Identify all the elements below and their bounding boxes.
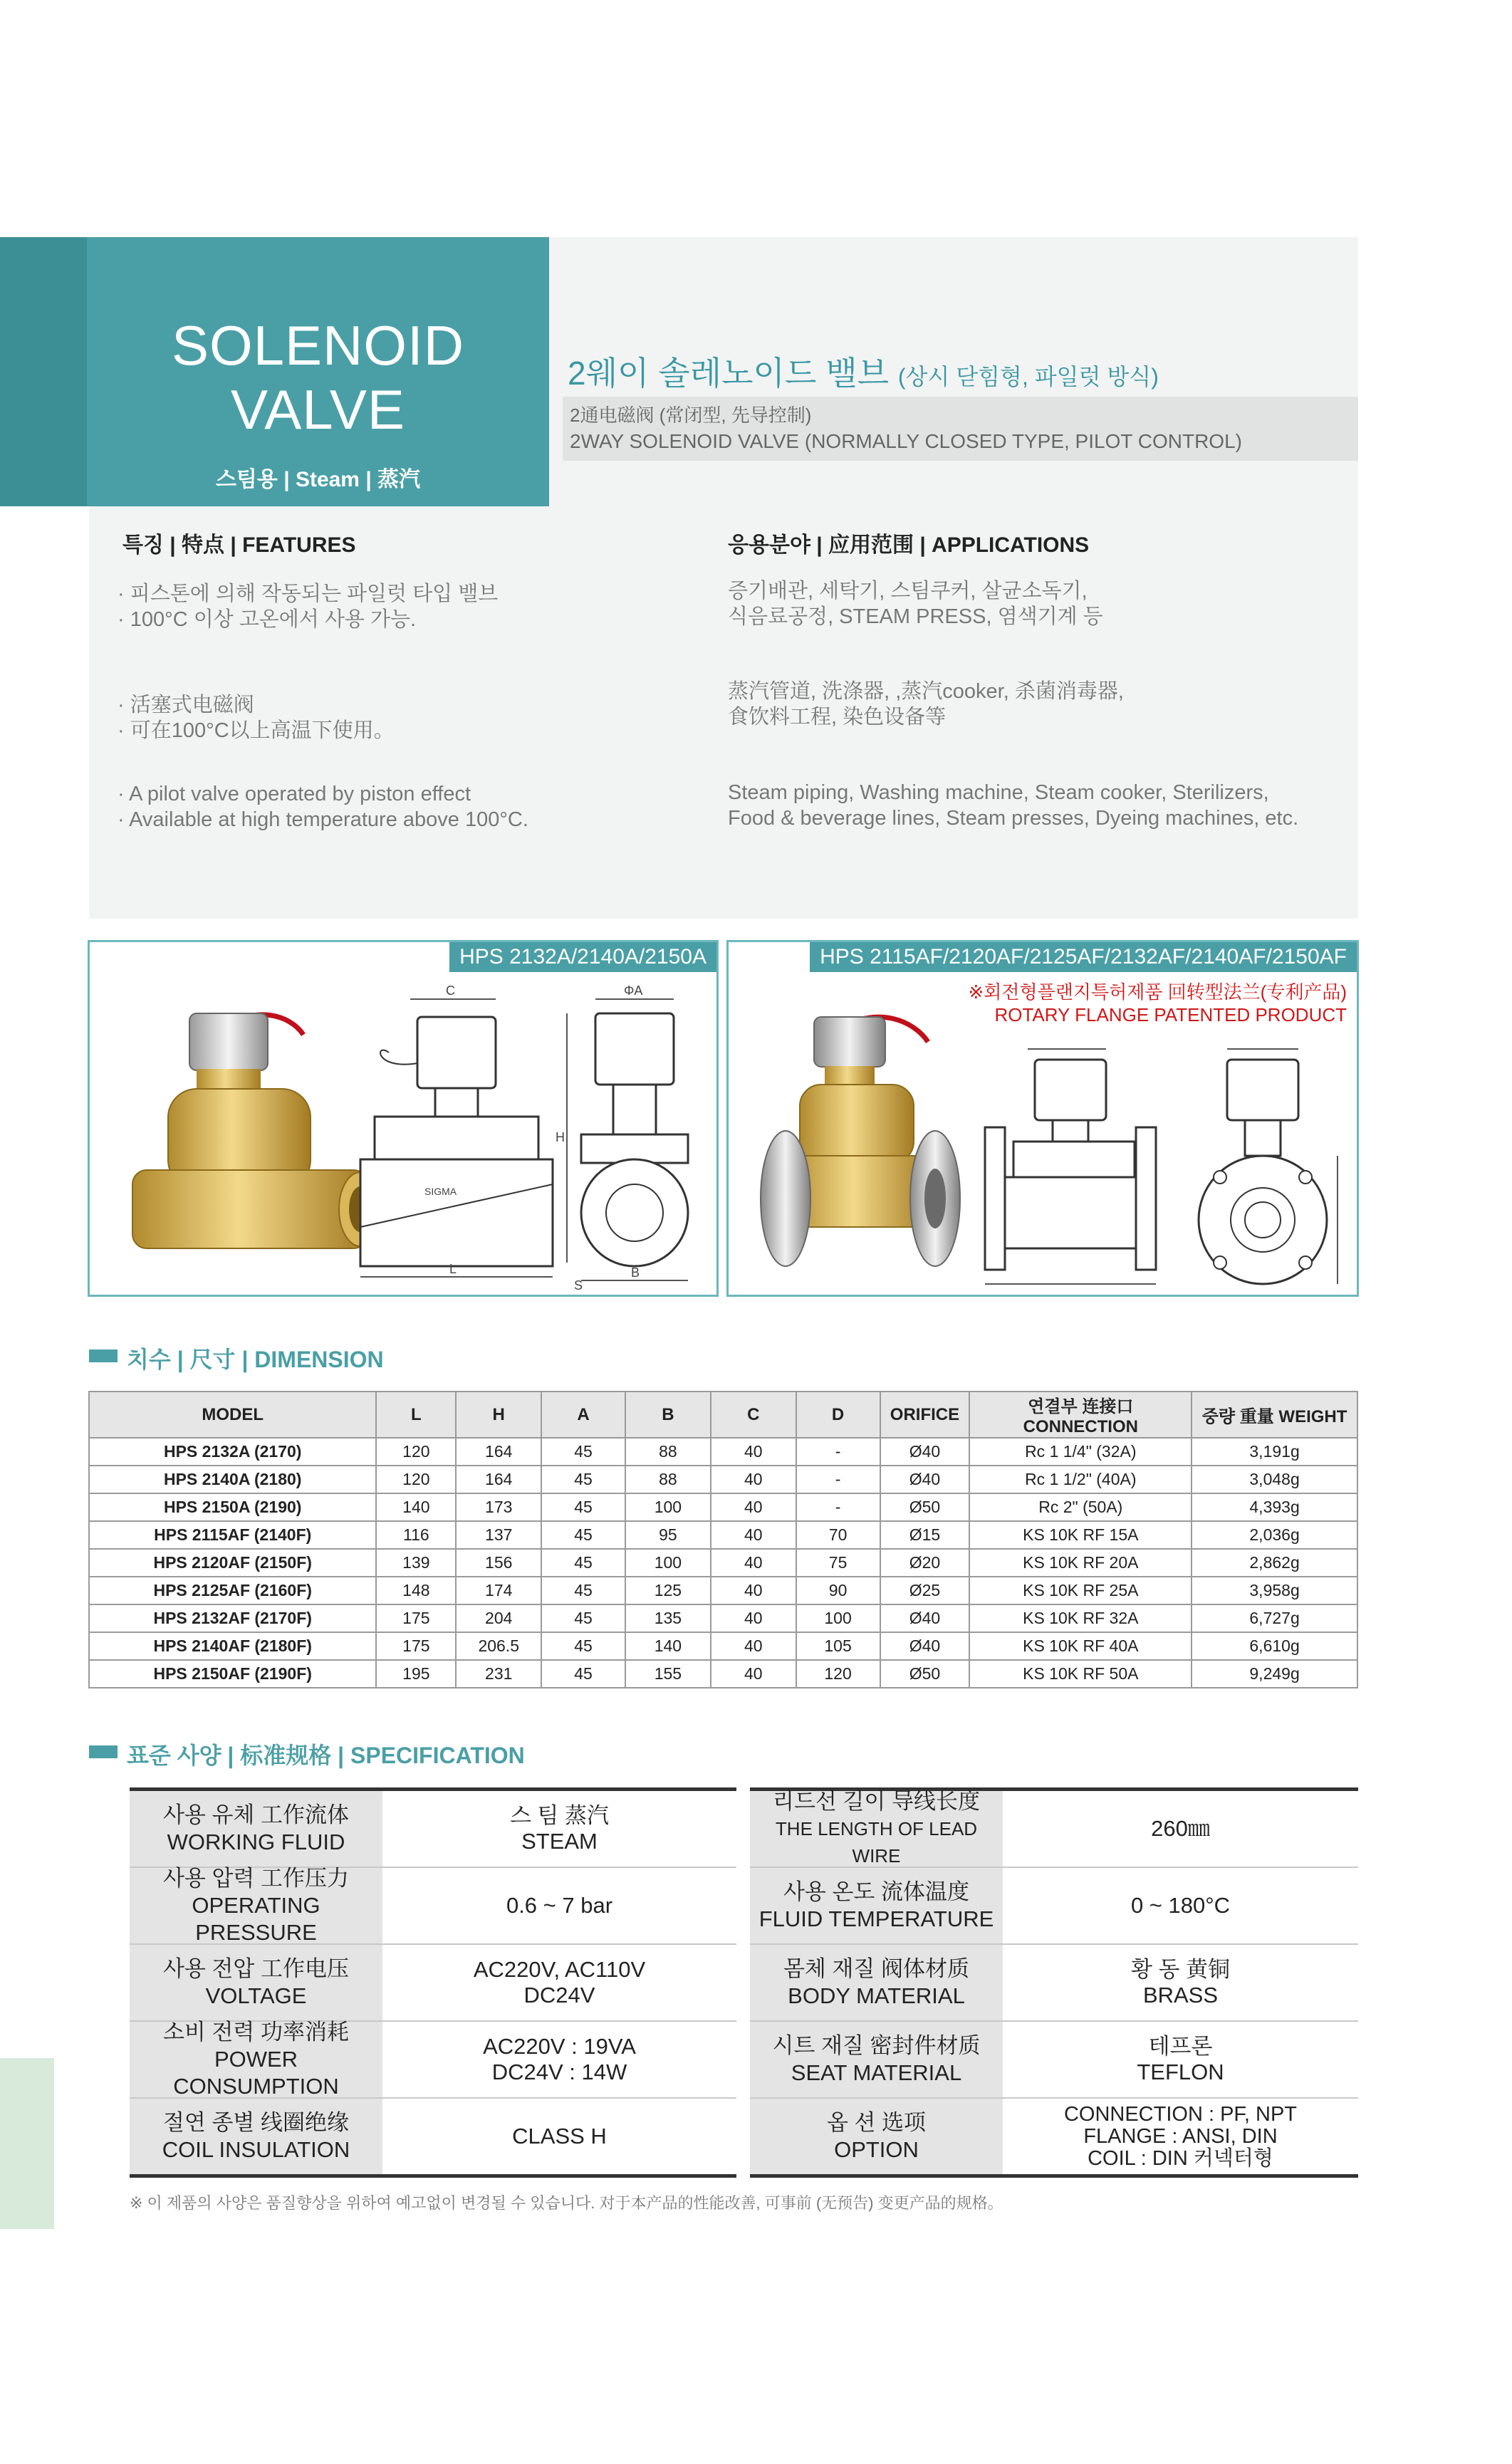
chinese-title: 2通电磁阀 (常闭型, 先导控制) <box>570 404 812 426</box>
col-a: A <box>541 1392 625 1438</box>
spec-value <box>382 2022 736 2097</box>
table-cell: HPS 2125AF (2160F) <box>89 1577 376 1604</box>
korean-title-small: (상시 닫힘형, 파일럿 방식) <box>897 364 1159 390</box>
table-cell: 137 <box>456 1521 541 1549</box>
table-cell: 40 <box>711 1438 796 1466</box>
spec-value-value2: DC24V : 14W <box>491 2060 627 2084</box>
col-l: L <box>376 1392 456 1438</box>
footnote: ※ 이 제품의 사양은 품질향상을 위하여 예고없이 변경될 수 있습니다. 对于本产品的性能改善, 可事前 (无预告) 变更产品的规格。 <box>130 2194 1003 2212</box>
spec-table-left <box>130 1787 736 2178</box>
valve-photo-flanged <box>757 985 971 1284</box>
table-cell: 100 <box>625 1493 711 1521</box>
patent-note-korean: ※회전형플랜지특허제품 回转型法兰(专利产品) <box>968 981 1347 1003</box>
label-c: C <box>446 985 455 998</box>
table-cell: KS 10K RF 50A <box>969 1660 1192 1688</box>
spec-value-value1: 테프론 <box>1148 2034 1213 2059</box>
table-cell: - <box>796 1466 880 1493</box>
table-cell: KS 10K RF 20A <box>969 1549 1192 1577</box>
table-cell: Ø40 <box>880 1466 970 1493</box>
table-cell: 40 <box>711 1577 796 1604</box>
spec-row <box>130 1791 736 1868</box>
spec-label-label2: VOLTAGE <box>205 1983 307 2008</box>
table-cell: 45 <box>541 1466 625 1493</box>
table-cell: 140 <box>376 1493 456 1521</box>
spec-label-label2: SEAT MATERIAL <box>791 2060 962 2085</box>
table-cell: HPS 2140A (2180) <box>89 1466 376 1493</box>
spec-value <box>382 2099 736 2174</box>
table-cell: 40 <box>711 1604 796 1632</box>
table-cell: 175 <box>376 1632 456 1660</box>
spec-value <box>1003 1791 1358 1867</box>
spec-label-label1: 옵 션 选项 <box>826 2110 927 2135</box>
spec-value-value1: 황 동 黄铜 <box>1130 1957 1231 1982</box>
table-cell: 40 <box>711 1493 796 1521</box>
table-cell: Ø15 <box>880 1521 970 1549</box>
table-cell: Ø25 <box>880 1577 970 1604</box>
table-cell: KS 10K RF 15A <box>969 1521 1192 1549</box>
applications-heading: 응용분야 | 应用范围 | APPLICATIONS <box>728 533 1090 557</box>
spec-label-label1: 사용 전압 工作电压 <box>162 1956 349 1981</box>
table-cell: 125 <box>625 1577 711 1604</box>
table-row <box>89 1466 1357 1493</box>
spec-value-value1: 0.6 ~ 7 bar <box>506 1893 613 1918</box>
spec-title: 표준 사양 | 标准规格 | SPECIFICATION <box>127 1743 525 1768</box>
table-cell: Rc 2" (50A) <box>969 1493 1192 1521</box>
table-cell: KS 10K RF 32A <box>969 1604 1192 1632</box>
table-cell: 100 <box>625 1549 711 1577</box>
page-subtitle: 스팀용 | Steam | 蒸汽 <box>215 468 421 491</box>
table-row <box>89 1438 1357 1466</box>
table-cell: 173 <box>456 1493 541 1521</box>
spec-label-label2: COIL INSULATION <box>162 2137 350 2162</box>
table-cell: 2,862g <box>1192 1549 1357 1577</box>
table-cell: 88 <box>625 1466 711 1493</box>
applications-chinese: 蒸汽管道, 洗涤器, ,蒸汽cooker, 杀菌消毒器, 食饮料工程, 染色设备等 <box>728 680 1124 729</box>
dimension-drawing-flanged-side <box>1170 1035 1348 1291</box>
table-cell: 40 <box>711 1521 796 1549</box>
spec-value-value2: BRASS <box>1142 1983 1219 2008</box>
spec-value-value2: DC24V <box>523 1983 595 2008</box>
table-cell: 120 <box>376 1438 456 1466</box>
spec-label-label2: WORKING FLUID <box>167 1829 345 1854</box>
label-l: L <box>449 1262 457 1276</box>
table-cell: 164 <box>456 1466 541 1493</box>
col-h: H <box>456 1392 541 1438</box>
spec-label <box>130 2099 382 2174</box>
dimension-bar-icon <box>89 1350 118 1362</box>
product-tag-threaded: HPS 2132A/2140A/2150A <box>449 942 716 972</box>
spec-bar-icon <box>89 1745 118 1758</box>
table-cell: HPS 2132A (2170) <box>89 1438 376 1466</box>
features-chinese: · 活塞式电磁阀 · 可在100°C以上高温下使用。 <box>118 694 395 742</box>
spec-label <box>130 1945 382 2020</box>
spec-label <box>750 1791 1003 1867</box>
table-cell: 204 <box>456 1604 541 1632</box>
table-cell: 40 <box>711 1632 796 1660</box>
table-cell: 116 <box>376 1521 456 1549</box>
spec-value <box>382 1868 736 1943</box>
spec-label <box>130 1868 382 1943</box>
table-cell: 2,036g <box>1192 1521 1357 1549</box>
table-cell: 120 <box>376 1466 456 1493</box>
table-cell: Rc 1 1/4" (32A) <box>969 1438 1192 1466</box>
table-row <box>89 1493 1357 1521</box>
col-connection: 연결부 连接口 CONNECTION <box>969 1392 1192 1438</box>
table-cell: 45 <box>541 1438 625 1466</box>
table-cell: HPS 2150A (2190) <box>89 1493 376 1521</box>
spec-row <box>750 1791 1358 1868</box>
spec-label-label1: 사용 온도 流体温度 <box>783 1879 969 1904</box>
table-cell: 120 <box>796 1660 880 1688</box>
table-cell: 174 <box>456 1577 541 1604</box>
table-cell: 148 <box>376 1577 456 1604</box>
spec-label <box>750 2022 1003 2097</box>
dimension-title: 치수 | 尺寸 | DIMENSION <box>127 1347 384 1372</box>
patent-note <box>969 981 1347 1026</box>
dimension-table-body <box>89 1438 1357 1688</box>
table-row <box>89 1521 1357 1549</box>
spec-label-label1: 사용 압력 工作压力 <box>162 1866 349 1891</box>
spec-value-value1: AC220V : 19VA <box>483 2034 636 2059</box>
dimension-header-row <box>89 1392 1357 1438</box>
product-box-threaded <box>88 940 719 1297</box>
table-cell: 156 <box>456 1549 541 1577</box>
table-row <box>89 1632 1357 1660</box>
spec-label <box>750 2099 1003 2174</box>
table-cell: HPS 2120AF (2150F) <box>89 1549 376 1577</box>
table-cell: Ø40 <box>880 1632 970 1660</box>
spec-value <box>1003 2022 1358 2097</box>
table-cell: 90 <box>796 1577 880 1604</box>
spec-row <box>130 1945 736 2022</box>
spec-row <box>130 1868 736 1945</box>
spec-label-label2: THE LENGTH OF LEAD WIRE <box>775 1818 978 1867</box>
spec-row <box>750 2099 1358 2174</box>
english-title: 2WAY SOLENOID VALVE (NORMALLY CLOSED TYPE, PILOT CONTROL) <box>570 430 1242 452</box>
col-model: MODEL <box>89 1392 376 1438</box>
table-row <box>89 1549 1357 1577</box>
table-row <box>89 1660 1357 1688</box>
table-cell: 45 <box>541 1660 625 1688</box>
spec-label-label1: 절연 종별 线圈绝缘 <box>162 2110 349 2135</box>
table-cell: 100 <box>796 1604 880 1632</box>
table-cell: 3,048g <box>1192 1466 1357 1493</box>
table-cell: 40 <box>711 1466 796 1493</box>
spec-value-value1: AC220V, AC110V <box>473 1957 646 1982</box>
spec-label-label2: BODY MATERIAL <box>788 1983 965 2008</box>
spec-value <box>1003 2099 1358 2174</box>
table-cell: 3,958g <box>1192 1577 1357 1604</box>
page-title <box>87 313 549 442</box>
spec-row <box>130 2099 736 2174</box>
table-cell: HPS 2150AF (2190F) <box>89 1660 376 1688</box>
table-cell: Ø50 <box>880 1493 970 1521</box>
spec-row <box>750 1945 1358 2022</box>
spec-value-value1: 0 ~ 180°C <box>1130 1893 1231 1918</box>
col-c: C <box>711 1392 796 1438</box>
table-cell: HPS 2132AF (2170F) <box>89 1604 376 1632</box>
table-cell: 45 <box>541 1604 625 1632</box>
table-cell: 40 <box>711 1660 796 1688</box>
features-english: · A pilot valve operated by piston effect · Available at high temperature above 100°C. <box>118 783 528 831</box>
label-b: B <box>631 1265 640 1280</box>
features-heading: 특징 | 特点 | FEATURES <box>122 533 356 557</box>
spec-label-label2: POWER CONSUMPTION <box>173 2047 339 2099</box>
spec-value <box>382 1791 736 1867</box>
spec-value-value2: TEFLON <box>1137 2060 1224 2084</box>
page-title-line1: SOLENOID <box>171 314 465 377</box>
table-cell: 45 <box>541 1632 625 1660</box>
product-tag-flanged: HPS 2115AF/2120AF/2125AF/2132AF/2140AF/2150AF <box>810 942 1357 972</box>
table-cell: 164 <box>456 1438 541 1466</box>
col-weight: 중량 重量 WEIGHT <box>1192 1392 1357 1438</box>
spec-row <box>750 1868 1358 1945</box>
korean-title <box>568 348 1159 395</box>
table-cell: 70 <box>796 1521 880 1549</box>
col-orifice: ORIFICE <box>880 1392 970 1438</box>
table-cell: 105 <box>796 1632 880 1660</box>
table-cell: 231 <box>456 1660 541 1688</box>
table-cell: Ø40 <box>880 1438 970 1466</box>
applications-korean: 증기배관, 세탁기, 스팀쿠커, 살균소독기, 식음료공정, STEAM PRESS, 염색기계 등 <box>728 580 1103 628</box>
table-cell: HPS 2140AF (2180F) <box>89 1632 376 1660</box>
table-cell: 195 <box>376 1660 456 1688</box>
spec-label-label2: FLUID TEMPERATURE <box>758 1906 994 1931</box>
spec-label-label1: 사용 유체 工作流体 <box>162 1802 349 1827</box>
spec-label-label1: 시트 재질 密封件材质 <box>772 2033 981 2058</box>
spec-value <box>1003 1945 1358 2020</box>
table-cell: 139 <box>376 1549 456 1577</box>
spec-label <box>750 1868 1003 1943</box>
table-cell: 95 <box>625 1521 711 1549</box>
table-cell: 3,191g <box>1192 1438 1357 1466</box>
applications-english: Steam piping, Washing machine, Steam cooker, Sterilizers, Food & beverage lines, Steam presses, Dyeing machines, etc. <box>728 781 1299 830</box>
table-cell: 45 <box>541 1521 625 1549</box>
table-cell: 9,249g <box>1192 1660 1357 1688</box>
label-s: S <box>574 1278 583 1291</box>
spec-label <box>750 1945 1003 2020</box>
col-b: B <box>625 1392 711 1438</box>
spec-value-value1: 스 팀 蒸汽 <box>509 1803 610 1828</box>
spec-table-right <box>750 1787 1358 2178</box>
features-korean: · 피스톤에 의해 작동되는 파일럿 타입 밸브 · 100°C 이상 고온에서 사용 가능. <box>118 583 499 631</box>
spec-value-value1: 260㎜ <box>1151 1816 1210 1841</box>
table-cell: HPS 2115AF (2140F) <box>89 1521 376 1549</box>
table-row <box>89 1604 1357 1632</box>
spec-label <box>130 1791 382 1867</box>
table-cell: - <box>796 1438 880 1466</box>
korean-title-main: 2웨이 솔레노이드 밸브 <box>568 355 890 392</box>
spec-row <box>130 2022 736 2099</box>
spec-label-label1: 리드선 길이 导线长度 <box>773 1789 980 1814</box>
spec-row <box>750 2022 1358 2099</box>
table-cell: - <box>796 1493 880 1521</box>
spec-label-label2: OPTION <box>834 2137 919 2162</box>
table-cell: 175 <box>376 1604 456 1632</box>
spec-label <box>130 2022 382 2097</box>
table-cell: 45 <box>541 1493 625 1521</box>
spec-value-value2: STEAM <box>521 1829 598 1854</box>
spec-label-label2: OPERATING PRESSURE <box>192 1893 320 1945</box>
decorative-strip <box>0 2058 54 2229</box>
table-cell: Ø20 <box>880 1549 970 1577</box>
spec-value-value1: CLASS H <box>512 2124 607 2149</box>
spec-value <box>1003 1868 1358 1943</box>
table-cell: 6,727g <box>1192 1604 1357 1632</box>
spec-label-label1: 소비 전력 功率消耗 <box>162 2020 349 2045</box>
table-cell: Rc 1 1/2" (40A) <box>969 1466 1192 1493</box>
table-cell: KS 10K RF 40A <box>969 1632 1192 1660</box>
col-d: D <box>796 1392 880 1438</box>
dimension-table <box>88 1391 1358 1688</box>
page-title-line2: VALVE <box>231 378 405 441</box>
label-a: ΦA <box>624 985 643 998</box>
table-row <box>89 1577 1357 1604</box>
label-h: H <box>556 1130 565 1144</box>
dimension-drawing-side <box>553 985 709 1291</box>
patent-note-english: ROTARY FLANGE PATENTED PRODUCT <box>994 1004 1347 1025</box>
table-cell: 45 <box>541 1577 625 1604</box>
spec-value <box>382 1945 736 2020</box>
table-cell: Ø40 <box>880 1604 970 1632</box>
table-cell: 40 <box>711 1549 796 1577</box>
table-cell: 6,610g <box>1192 1632 1357 1660</box>
spec-label-label1: 몸체 재질 阀体材质 <box>783 1956 969 1981</box>
table-cell: Ø50 <box>880 1660 970 1688</box>
spec-value-value2: FLANGE : ANSI, DIN <box>1083 2124 1278 2148</box>
table-cell: 4,393g <box>1192 1493 1357 1521</box>
table-cell: KS 10K RF 25A <box>969 1577 1192 1604</box>
spec-value-value1: CONNECTION : PF, NPT <box>1063 2102 1298 2126</box>
table-cell: 88 <box>625 1438 711 1466</box>
product-box-flanged <box>726 940 1359 1297</box>
table-cell: 140 <box>625 1632 711 1660</box>
brand-label: SIGMA <box>424 1186 457 1197</box>
table-cell: 45 <box>541 1549 625 1577</box>
title-block-accent <box>0 237 87 506</box>
spec-value-value3: COIL : DIN 커넥터형 <box>1088 2146 1273 2170</box>
table-cell: 155 <box>625 1660 711 1688</box>
table-cell: 206.5 <box>456 1632 541 1660</box>
table-cell: 75 <box>796 1549 880 1577</box>
dimension-drawing-flanged-front <box>971 1035 1163 1291</box>
dimension-drawing-front <box>346 985 560 1284</box>
table-cell: 135 <box>625 1604 711 1632</box>
